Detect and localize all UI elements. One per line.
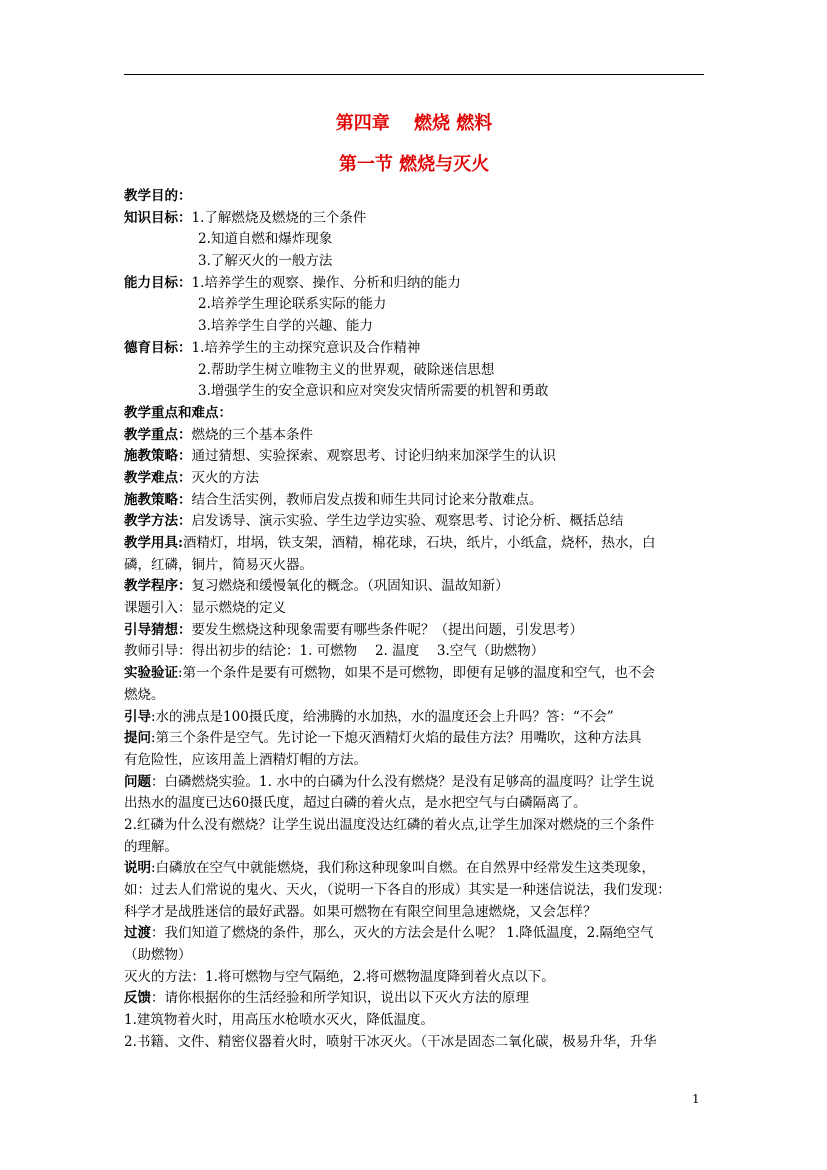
line-text: 2.红磷为什么没有燃烧？让学生说出温度没达红磷的着火点,让学生加深对燃烧的三个条件 — [124, 816, 655, 833]
line-text: 出热水的温度已达60摄氏度，超过白磷的着火点，是水把空气与白磷隔离了。 — [124, 795, 587, 812]
text-line — [124, 425, 704, 447]
line-text: 1.建筑物着火时，用高压水枪喷水灭火，降低温度。 — [124, 1012, 434, 1029]
line-text: 科学才是战胜迷信的最好武器。如果可燃物在有限空间里急速燃烧，又会怎样？ — [124, 903, 597, 920]
line-text: （助燃物） — [124, 947, 192, 964]
line-text: 1.培养学生的主动探究意识及合作精神 — [191, 339, 421, 356]
text-line — [124, 772, 704, 794]
text-line — [124, 468, 704, 490]
line-text: 燃烧的三个基本条件 — [191, 426, 313, 443]
text-line — [124, 750, 704, 772]
line-label: 德育目标： — [124, 339, 192, 356]
line-text: 2.书籍、文件、精密仪器着火时，喷射干冰灭火。（干冰是固态二氧化碳，极易升华，升华 — [124, 1033, 657, 1050]
line-label: 实验验证 — [124, 665, 178, 682]
text-line — [124, 446, 704, 468]
line-text: 2.帮助学生树立唯物主义的世界观，破除迷信思想 — [198, 361, 495, 378]
text-line — [124, 663, 704, 685]
text-line — [124, 598, 704, 620]
text-line — [124, 229, 704, 251]
line-text: 要发生燃烧这种现象需要有哪些条件呢？（提出问题，引发思考） — [191, 621, 583, 638]
line-text: 如：过去人们常说的鬼火、天火，（说明一下各自的形成）其实是一种迷信说法，我们发现： — [124, 882, 671, 898]
line-text: 课题引入：显示燃烧的定义 — [124, 600, 286, 617]
line-text: ：我们知道了燃烧的条件，那么，灭火的方法会是什么呢？ 1.降低温度，2.隔绝空气 — [151, 925, 654, 942]
line-text: 灭火的方法 — [191, 469, 259, 486]
line-text: 1.培养学生的观察、操作、分析和归纳的能力 — [191, 274, 461, 291]
text-line — [124, 641, 704, 663]
header-rule — [124, 74, 704, 75]
line-label: 反馈 — [124, 990, 151, 1007]
line-text: 磷，红磷，铜片，简易灭火器。 — [124, 556, 313, 573]
line-text: 燃烧。 — [124, 686, 165, 703]
text-line — [124, 1032, 704, 1054]
line-label: 提问 — [124, 730, 151, 747]
line-label: 教学难点： — [124, 469, 192, 486]
text-line — [124, 1010, 704, 1032]
document-body — [124, 186, 704, 1054]
line-text: 3.培养学生自学的兴趣、能力 — [198, 318, 373, 335]
line-text: :第三个条件是空气。先讨论一下熄灭酒精灯火焰的最佳方法？用嘴吹，这种方法具 — [151, 730, 642, 747]
text-line — [124, 707, 704, 729]
line-label: 教学程序： — [124, 578, 192, 595]
text-line — [124, 988, 704, 1010]
text-line — [124, 316, 704, 338]
line-text: ：白磷燃烧实验。1. 水中的白磷为什么没有燃烧？是没有足够高的温度吗？让学生说 — [151, 773, 655, 790]
text-line — [124, 338, 704, 360]
line-text: 启发诱导、演示实验、学生边学边实验、观察思考、讨论分析、概括总结 — [191, 513, 624, 530]
text-line — [124, 381, 704, 403]
text-line — [124, 880, 704, 902]
line-text: 通过猜想、实验探索、观察思考、讨论归纳来加深学生的认识 — [191, 448, 556, 465]
line-label: 教学目的： — [124, 188, 192, 204]
text-line — [124, 251, 704, 273]
text-line — [124, 360, 704, 382]
line-text: 复习燃烧和缓慢氧化的概念。（巩固知识、温故知新） — [191, 578, 509, 595]
line-text: :白磷放在空气中就能燃烧，我们称这种现象叫自燃。在自然界中经常发生这类现象， — [151, 860, 656, 877]
line-label: 教学重点和难点： — [124, 404, 232, 421]
text-line — [124, 533, 704, 555]
line-label: 过渡 — [124, 925, 151, 942]
line-text: :水的沸点是100摄氏度，给沸腾的水加热，水的温度还会上升吗？答：“不会” — [151, 708, 614, 725]
line-label: 能力目标： — [124, 274, 192, 291]
line-label: 说明 — [124, 860, 151, 877]
line-label: 教学重点： — [124, 426, 192, 443]
page-number: 1 — [692, 1092, 700, 1106]
text-line — [124, 837, 704, 859]
line-label: 引导猜想： — [124, 621, 192, 638]
text-line — [124, 858, 704, 880]
line-label: 教学方法： — [124, 513, 192, 530]
line-text: 3.了解灭火的一般方法 — [198, 253, 333, 270]
line-text: 酒精灯，坩埚，铁支架，酒精，棉花球，石块，纸片，小纸盒，烧杯，热水，白 — [182, 535, 656, 551]
line-text: 1.了解燃烧及燃烧的三个条件 — [191, 209, 367, 226]
text-line — [124, 208, 704, 230]
text-line — [124, 967, 704, 989]
line-text: 教师引导：得出初步的结论：1. 可燃物 2. 温度 3.空气（助燃物） — [124, 643, 545, 660]
text-line — [124, 815, 704, 837]
text-line — [124, 490, 704, 512]
text-line — [124, 555, 704, 577]
line-label: 施教策略： — [124, 448, 192, 465]
line-text: ：请你根据你的生活经验和所学知识，说出以下灭火方法的原理 — [151, 990, 529, 1007]
text-line — [124, 511, 704, 533]
text-line — [124, 273, 704, 295]
chapter-title: 第四章 燃烧 燃料 — [335, 113, 493, 134]
text-line — [124, 685, 704, 707]
text-line — [124, 793, 704, 815]
line-text: 2.知道自燃和爆炸现象 — [198, 231, 333, 248]
text-line — [124, 186, 704, 208]
line-label: 知识目标： — [124, 209, 192, 226]
section-title: 第一节 燃烧与灭火 — [338, 154, 490, 175]
line-label: 引导 — [124, 708, 151, 725]
line-text: :第一个条件是要有可燃物，如果不是可燃物，即便有足够的温度和空气，也不会 — [178, 665, 656, 682]
line-label: 教学用具: — [124, 535, 183, 551]
line-text: 3.增强学生的安全意识和应对突发灾情所需要的机智和勇敢 — [198, 383, 549, 400]
text-line — [124, 945, 704, 967]
text-line — [124, 902, 704, 924]
line-text: 灭火的方法：1.将可燃物与空气隔绝，2.将可燃物温度降到着火点以下。 — [124, 968, 555, 985]
text-line — [124, 923, 704, 945]
text-line — [124, 294, 704, 316]
line-text: 有危险性，应该用盖上酒精灯帽的方法。 — [124, 751, 367, 768]
line-text: 的理解。 — [124, 838, 178, 855]
text-line — [124, 620, 704, 642]
text-line — [124, 403, 704, 425]
line-label: 问题 — [124, 773, 151, 790]
line-label: 施教策略： — [124, 491, 192, 508]
line-text: 结合生活实例，教师启发点拨和师生共同讨论来分散难点。 — [191, 491, 543, 508]
text-line — [124, 576, 704, 598]
line-text: 2.培养学生理论联系实际的能力 — [198, 296, 387, 313]
text-line — [124, 728, 704, 750]
